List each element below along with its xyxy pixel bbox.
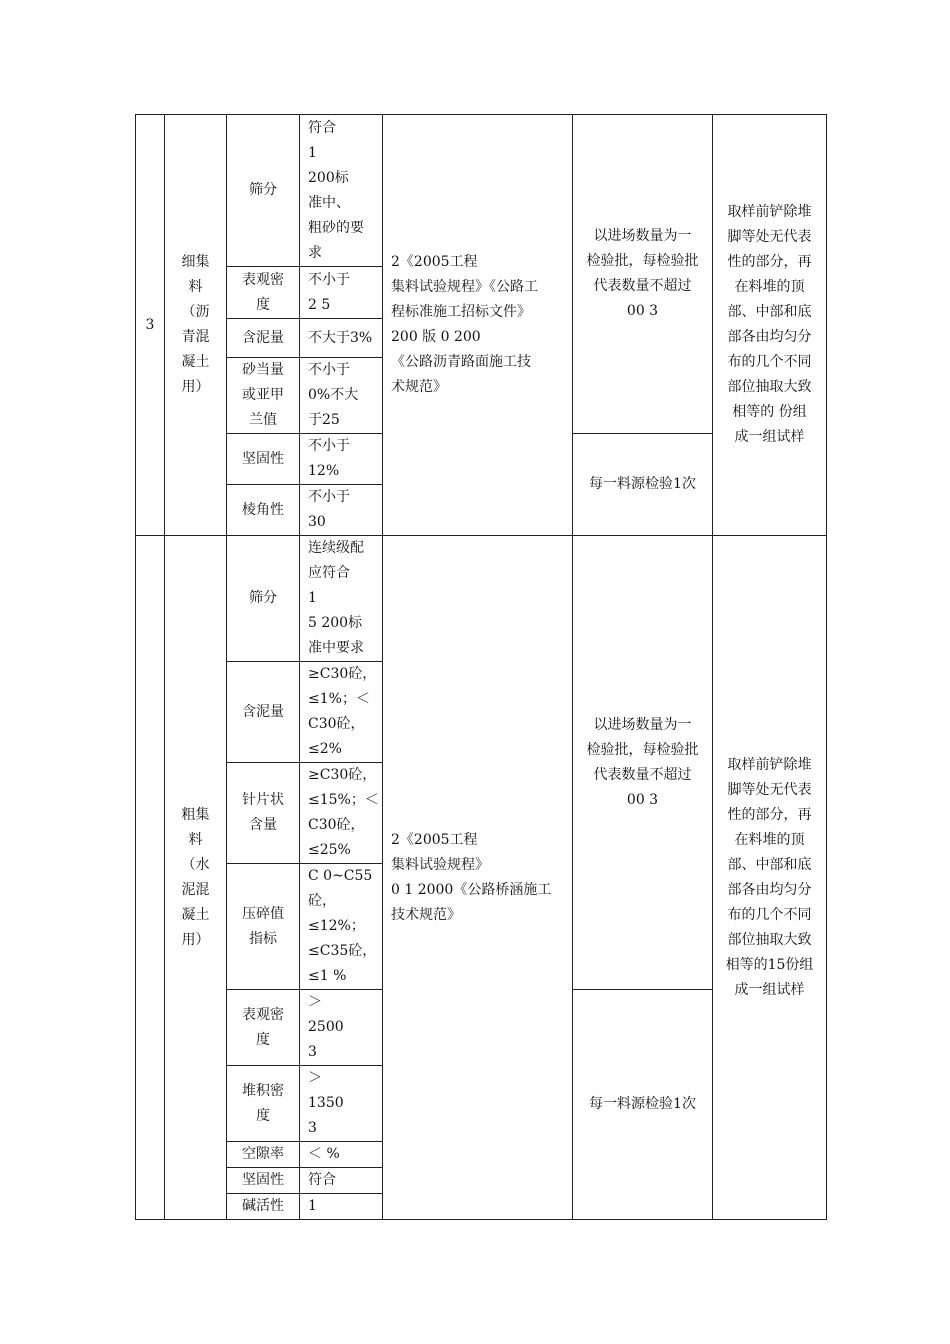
inspection-frequency: 每一料源检验1次 [573, 434, 713, 536]
inspection-frequency: 以进场数量为一 检验批，每检验批 代表数量不超过 00 3 [573, 536, 713, 990]
test-requirement: 连续级配 应符合 1 5 200标 准中要求 [300, 536, 383, 662]
test-item-name: 表观密 度 [227, 267, 300, 319]
test-item-name: 筛分 [227, 115, 300, 267]
material-name: 粗集 料 （水 泥混 凝土 用） [165, 536, 227, 1220]
standard-reference: 2《2005工程 集料试验规程》《公路工 程标准施工招标文件》 200 版 0 200 《公路沥青路面施工技 术规范》 [383, 115, 573, 536]
test-item-name: 坚固性 [227, 1168, 300, 1194]
test-item-name: 碱活性 [227, 1194, 300, 1220]
row-number: 3 [136, 115, 165, 536]
test-requirement: 1 [300, 1194, 383, 1220]
test-item-name: 砂当量 或亚甲 兰值 [227, 358, 300, 434]
test-requirement: 不小于 30 [300, 485, 383, 536]
inspection-frequency: 每一料源检验1次 [573, 990, 713, 1220]
test-requirement: 符合 1 200标 准中、 粗砂的要 求 [300, 115, 383, 267]
standard-reference: 2《2005工程 集料试验规程》 0 1 2000《公路桥涵施工 技术规范》 [383, 536, 573, 1220]
test-requirement: ≥C30砼， ≤15%；＜ C30砼， ≤25% [300, 763, 383, 864]
test-item-name: 空隙率 [227, 1142, 300, 1168]
test-requirement: 符合 [300, 1168, 383, 1194]
test-requirement: ≥C30砼， ≤1%；＜ C30砼， ≤2% [300, 662, 383, 763]
test-requirement: C 0~C55 砼， ≤12%； ≤C35砼， ≤1 % [300, 864, 383, 990]
row-number [136, 536, 165, 1220]
test-item-name: 含泥量 [227, 662, 300, 763]
test-item-name: 表观密 度 [227, 990, 300, 1066]
test-requirement: 不小于 2 5 [300, 267, 383, 319]
test-requirement: 不小于 12% [300, 434, 383, 485]
test-requirement: ＞ 2500 3 [300, 990, 383, 1066]
inspection-frequency: 以进场数量为一 检验批，每检验批 代表数量不超过 00 3 [573, 115, 713, 434]
test-item-name: 筛分 [227, 536, 300, 662]
test-item-name: 含泥量 [227, 319, 300, 358]
test-requirement: 不大于3% [300, 319, 383, 358]
test-item-name: 堆积密 度 [227, 1066, 300, 1142]
test-item-name: 针片状 含量 [227, 763, 300, 864]
test-item-name: 坚固性 [227, 434, 300, 485]
test-requirement: ＞ 1350 3 [300, 1066, 383, 1142]
test-requirement: 不小于 0%不大 于25 [300, 358, 383, 434]
inspection-table [135, 114, 827, 1220]
test-requirement: ＜ % [300, 1142, 383, 1168]
test-item-name: 棱角性 [227, 485, 300, 536]
sampling-note: 取样前铲除堆 脚等处无代表 性的部分，再 在料堆的顶 部、中部和底 部各由均匀分 布的几个不同 部位抽取大致 相等的 份组 成一组试样 [713, 115, 827, 536]
sampling-note: 取样前铲除堆 脚等处无代表 性的部分，再 在料堆的顶 部、中部和底 部各由均匀分 布的几个不同 部位抽取大致 相等的15份组 成一组试样 [713, 536, 827, 1220]
material-name: 细集 料 （沥 青混 凝土 用） [165, 115, 227, 536]
test-item-name: 压碎值 指标 [227, 864, 300, 990]
